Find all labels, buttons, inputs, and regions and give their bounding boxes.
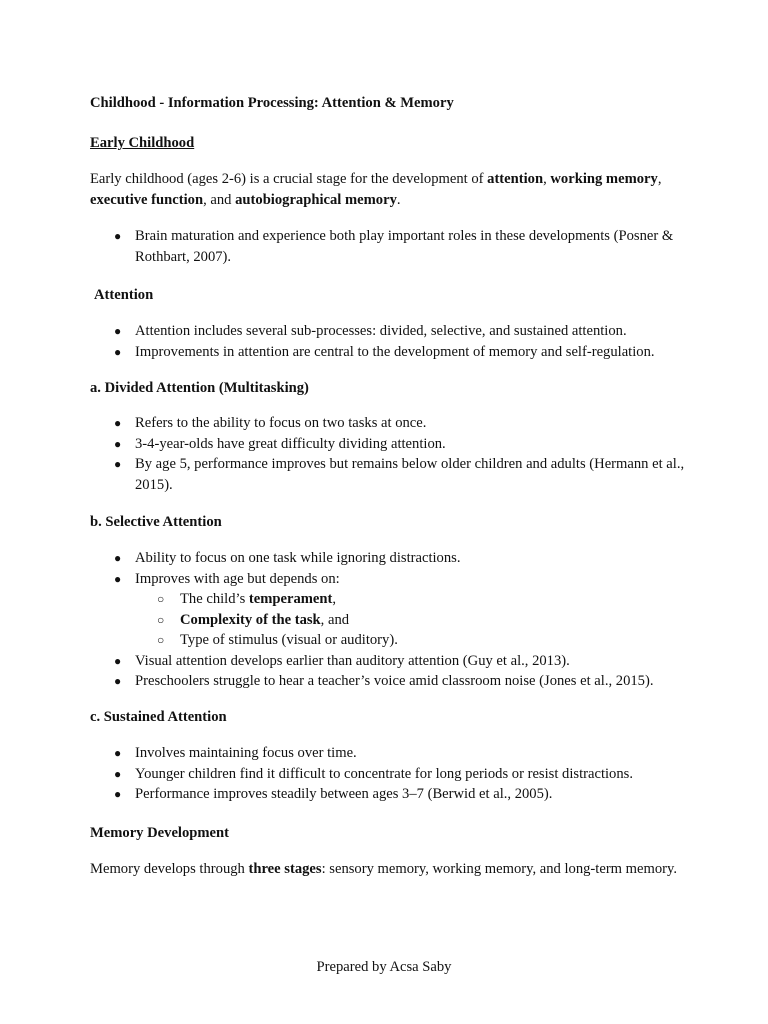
divided-attention-list [90,413,690,495]
intro-text: . [396,191,401,208]
list-item-text: Ability to focus on one task while ignoring distractions. [135,550,461,566]
memory-intro-text: : sensory memory, working memory, and long-term memory. [321,861,678,877]
list-item [90,569,690,651]
intro-bold-attention: attention [487,171,544,187]
list-item-text: Involves maintaining focus over time. [135,745,357,761]
list-item-text: Attention includes several sub-processes: divided, selective, and sustained attention. [135,323,627,339]
list-item-text: 3-4-year-olds have great difficulty dividing attention. [135,435,446,452]
list-item [90,548,690,569]
heading-attention: Attention [94,287,154,303]
intro-text: , and [203,191,236,208]
bullet-icon: ● [114,746,122,760]
attention-list [90,321,690,362]
sub-item-bold-temperament: temperament [248,591,333,607]
heading-memory-development: Memory Development [90,825,229,841]
heading-early-childhood: Early Childhood [90,135,195,151]
intro-bold-working-memory: working memory [550,171,658,187]
sustained-attention-list [90,743,690,805]
selective-attention-list [90,548,690,692]
list-item [90,784,690,805]
intro-bold-autobiographical-memory: autobiographical memory [235,191,397,208]
list-item-text: Younger children find it difficult to concentrate for long periods or resist distractions. [135,765,633,782]
bullet-icon: ● [114,344,122,359]
hollow-bullet-icon: ○ [157,633,165,647]
early-childhood-list [90,226,690,267]
list-item [90,321,690,342]
list-item [90,651,690,672]
heading-divided-attention: a. Divided Attention (Multitasking) [90,380,309,396]
sub-item-text: Type of stimulus (visual or auditory). [180,632,398,648]
sub-list-item [135,630,690,651]
bullet-icon: ● [114,551,122,565]
bullet-icon: ● [114,674,122,688]
list-item-text: By age 5, performance improves but remains below older children and adults (Hermann et al., 2015). [135,456,685,493]
sub-item-text: The child’s [180,591,249,607]
footer-credit: Prepared by Acsa Saby [316,959,452,975]
list-item [90,413,690,434]
bullet-icon: ● [114,653,122,668]
list-item-text: Improvements in attention are central to the development of memory and self-regulation. [135,343,655,360]
sub-item-text: , [332,591,337,607]
bullet-icon: ● [114,416,122,430]
list-item [90,226,690,267]
list-item [90,434,690,455]
bullet-icon: ● [114,229,122,243]
bullet-icon: ● [114,457,122,471]
intro-text: , [543,171,551,187]
bullet-icon: ● [114,571,122,586]
sub-item-text: , and [320,611,350,628]
list-item-text: Brain maturation and experience both play important roles in these developments (Posner & Rothbart, 2007). [135,228,674,265]
memory-intro-text: Memory develops through [90,861,249,877]
sub-list [135,589,690,651]
list-item-text: Preschoolers struggle to hear a teacher’s voice amid classroom noise (Jones et al., 2015). [135,673,654,689]
list-item [90,743,690,764]
sub-item-bold-complexity: Complexity of the task [180,611,321,628]
bullet-icon: ● [114,787,122,801]
memory-intro-bold-three-stages: three stages [248,861,322,877]
hollow-bullet-icon: ○ [157,612,165,627]
bullet-icon: ● [114,436,122,451]
early-childhood-intro [90,169,690,210]
sub-list-item [135,610,690,631]
list-item [90,454,690,495]
bullet-icon: ● [114,324,122,338]
list-item-text: Performance improves steadily between ages 3–7 (Berwid et al., 2005). [135,786,553,802]
intro-text: , [657,171,662,187]
sub-list-item [135,589,690,610]
document-title: Childhood - Information Processing: Attention & Memory [90,95,454,111]
heading-selective-attention: b. Selective Attention [90,514,222,530]
list-item-text: Refers to the ability to focus on two tasks at once. [135,415,427,431]
list-item-text: Improves with age but depends on: [135,570,340,587]
list-item [90,342,690,363]
list-item [90,671,690,692]
list-item-text: Visual attention develops earlier than auditory attention (Guy et al., 2013). [135,652,570,669]
intro-text: Early childhood (ages 2-6) is a crucial stage for the development of [90,171,488,187]
heading-sustained-attention: c. Sustained Attention [90,709,227,725]
list-item [90,764,690,785]
bullet-icon: ● [114,766,122,781]
intro-bold-executive-function: executive function [90,191,204,208]
hollow-bullet-icon: ○ [157,592,165,606]
memory-intro [90,859,690,880]
